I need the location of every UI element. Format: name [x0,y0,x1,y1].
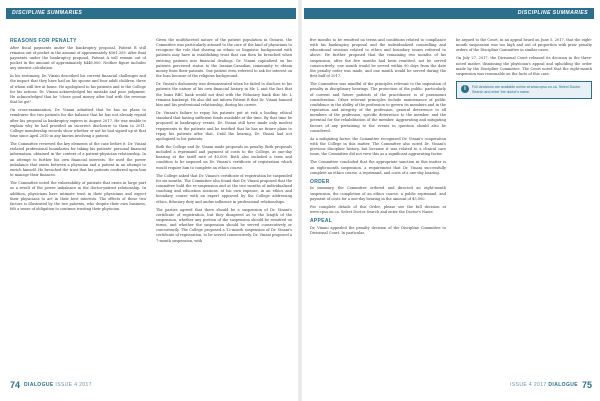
body-paragraph: The Committee concluded that the appropriate sanction in this matter is an eight-month suspension, a requirement that Dr. Vinani successfully complete an ethics course, a reprimand, and costs of a one-day hearing. [310,160,446,175]
body-paragraph: After fiscal payments under the bankruptcy proposal, Patient B still remains out of pocket in the amount of approximately $561,359. After final payments under the bankruptcy proposal, Patient A will remain out of pocket in the amount of approximately $446,000. Neither figure includes any interest calculation. [10,45,146,71]
page-number: 75 [581,380,592,390]
body-paragraph: five months to be remitted on terms and conditions related to compliance with his bankruptcy proposal and the individualized counselling and educational sessions related to ethics and boundary issues referred to above. He further proposed that the remaining two months of his suspension, after the five months had been remitted, not be served consecutively; one month would be served within 90 days from the date the penalty order was made, and one month would be served during the first half of 2017. [310,38,446,79]
section-banner: DISCIPLINE SUMMARIES [6,8,296,19]
magazine-title: DIALOGUE [24,382,54,388]
column-2-text [456,38,592,77]
callout-text: Full decisions are available online at www.cpso.on.ca. Select Doctor Search and enter the doctor's name. [472,85,581,95]
body-paragraph: he argued to the Court, in an appeal heard on June 5, 2017, that the eight-month suspension was too high and out of proportion with prior penalty orders of the Discipline Committee in similar cases. [456,38,592,53]
left-page [0,0,298,401]
body-paragraph: For complete details of this Order, please see the full decision at www.cpso.on.ca. Select Doctor Search and enter the Doctor's Name. [310,204,446,215]
body-paragraph: In summary, the Committee ordered and directed an eight-month suspension, the completion of an ethics course, a public reprimand, and payment of costs for a one-day hearing in the amount of $5,000. [310,186,446,201]
column-1 [10,38,146,374]
issue-label: ISSUE 4 2017 [55,382,92,388]
page-number: 74 [10,380,21,390]
issue-label: ISSUE 4 2017 [510,382,547,388]
body-paragraph: Both the College and Dr. Vinani made proposals on penalty. Both proposals included a reprimand and payment of costs to the College, at one-day hearing at the tariff rate of $5,000. Both also included a term and condition to be imposed on Dr. Vinani's certificate of registration which would require him to complete an ethics course. [156,144,292,170]
callout-box [456,81,592,99]
body-paragraph: In his testimony, Dr. Vinani described his current financial challenges and the impact that they have had on his spouse and four adult children, three of whom still live at home. He apologized to his patients and to the College for his actions. Dr. Vinani acknowledged his mistake and poor judgment. He acknowledged that he "chose good money after bad with the revenue that he got". [10,74,146,105]
section-heading: APPEAL [310,218,333,225]
body-paragraph: The Committee reviewed the key elements of the case before it. Dr. Vinani violated professional boundaries for taking his patients' personal financial information, obtained in the context of a patient-physician relationship. In an attempt to further his own financial interests. He used the power imbalance that exists between a physician and a patient in an attempt to enrich himself. He breached the trust that his patients conferred upon him to manage their finances. [10,142,146,178]
body-paragraph: As a mitigating factor, the Committee recognized Dr. Vinani's cooperation with the College in this matter. The Committee also noted Dr. Vinani's previous discipline history, but because it was related to a clinical care issue, the Committee did not view this as a significant aggravating factor. [310,136,446,157]
magazine-name [510,382,578,388]
text-columns [310,38,592,374]
right-page [302,0,600,401]
magazine-title: DIALOGUE [548,382,578,388]
body-paragraph: Dr. Vinani's failure to repay his patients put at risk a leading ethical standard that having sufficient funds available at the time. By that time he proposed in bankruptcy events, Dr. Vinani still have made only modest repayments to the patients and he testified that he has no future plans to repay his patients after that. Until the hearing, Dr. Vinani had not apologized to his patients. [156,111,292,141]
body-paragraph: On July 27, 2017, the Divisional Court released its decision in the three-noted matter, dismissing the physician's appeal and upholding the order made by the Discipline Committee. The Court noted that the eight-month suspension was reasonable on the facts of this case. [456,56,592,76]
body-paragraph: The College asked that Dr. Vinani's certificate of registration be suspended for six months. The Committee also found that Dr. Vinani proposed that the committee hold the re-suspension and at the two months of individualized coaching and education sessions, at his own expense, in an ethics and boundary course with an expert approved by the College addressing ethics, fiduciary duty and undue influence in professional relationships. [156,173,292,204]
body-paragraph: Dr. Vinani's dishonesty was demonstrated when he failed to disclose to his patients the nature of his own financial history in Mr. L and the fact that the loans RBC bank would not deal with the Fiduciary bank that Mr. L remains bankrupt. He also did not inform Patient B that Dr. Vinani banned him and his professional relationship, during his career. [156,82,292,107]
magazine-name [24,382,92,388]
section-heading: ORDER [310,178,330,185]
column-2 [156,38,292,374]
column-2 [456,38,592,374]
body-paragraph: On cross-examination, Dr. Vinani admitted that he has no plans to reimburse the two patients for the balance that he has not already repaid after his proposal in bankruptcy expires in August 2017. He was unable to explain why he had provided an incorrect disclosure to them in 2011. College membership records show whether or not he had signed up at that time since April 2010 in any known involving a patient. [10,108,146,138]
body-paragraph: The Committee noted the vulnerability of patients that exists in large part as a result of the power imbalance in the doctor-patient relationship. In addition, physicians have intimate trust in their physicians and expect their physicians to act in their best interests. The effects of these two factors is illustrated by the two patients, who despite their own business, felt a sense of obligation to continue trusting their physician. [10,181,146,212]
page-footer [510,378,592,392]
section-banner: DISCIPLINE SUMMARIES [304,8,594,19]
body-paragraph: Dr. Vinani appealed the penalty decision of the Discipline Committee to Divisional Court. In particular, [310,225,446,235]
info-icon: i [461,85,469,93]
column-1 [310,38,446,374]
body-paragraph: The Committee was mindful of the principles relevant to the imposition of penalty in disciplinary hearings. The protection of the public, particularly of current and future patients of the practitioner, is of paramount consideration. Other relevant principles include maintenance of public confidence in the ability of the profession to govern its members and in the reputation and integrity of the profession, general deterrence to all members of the profession, specific deterrence to the member, and the potential for the rehabilitation of the member. Aggravating and mitigating factors of any pertaining to the events in question should also be considered. [310,82,446,133]
section-heading: REASONS FOR PENALTY [10,38,77,44]
page-footer [10,378,92,392]
text-columns [10,38,292,374]
body-paragraph: Given the multifaceted nature of the patient population in Ontario, the Committee was particularly attuned to the care of the kind of physicians to recognize the role that sharing an ethnic or linguistic background with patients may have in establishing trust that can then be breached when enticing patients into financial dealings. Dr. Vinani capitalized on his patients perceived status to the Iranian-Canadian community to obtain money from their patients. One patient even referred to ask for interest on the loan because of the religious background. [156,38,292,79]
body-paragraph: The parties agreed that there should be a suspension of Dr. Vinani's certificate of registration, but they disagreed as to the length of the suspension, whether any portion of the suspension should be remitted on terms, and whether the suspension should be served consecutively or concurrently. The College proposed a 12-month suspension of Dr. Vinani's certificate of registration, to be served consecutively. Dr. Vinani proposed a 7-month suspension, with [156,207,292,243]
